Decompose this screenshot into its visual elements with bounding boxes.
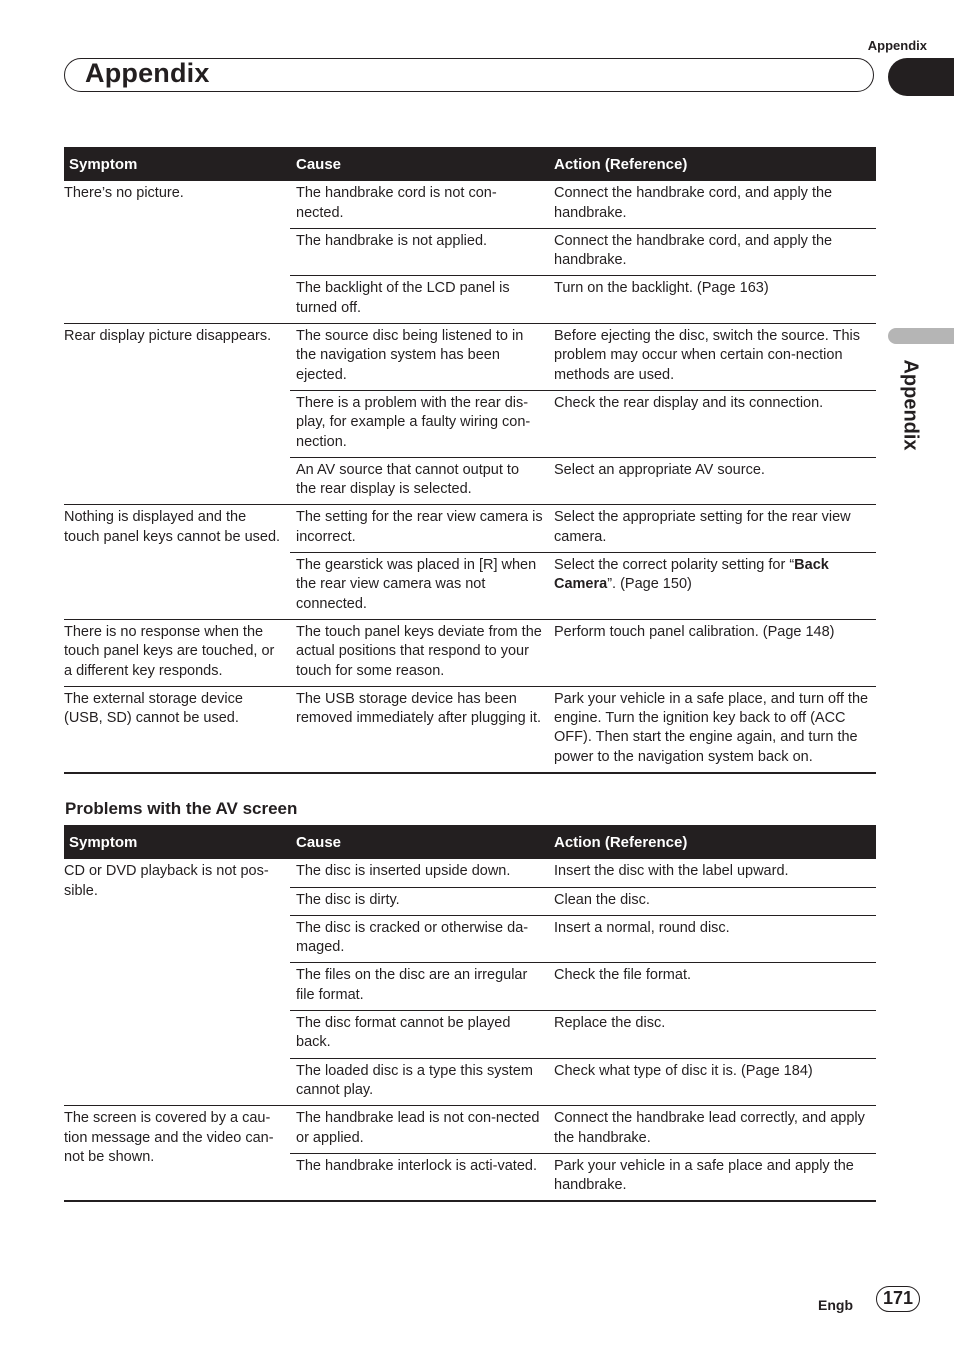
action-cell: Before ejecting the disc, switch the source. This problem may occur when certain con-nection methods are used.	[548, 324, 876, 391]
cause-cell: The disc is dirty.	[290, 887, 548, 915]
cause-cell: The USB storage device has been removed immediately after plugging it.	[290, 686, 548, 773]
column-header-symptom: Symptom	[64, 825, 290, 859]
column-header-action: Action (Reference)	[548, 147, 876, 181]
cause-cell: The gearstick was placed in [R] when the rear view camera was not connected.	[290, 553, 548, 620]
cause-cell: The disc is inserted upside down.	[290, 859, 548, 887]
cause-cell: The touch panel keys deviate from the actual positions that respond to your touch for some reason.	[290, 619, 548, 686]
action-cell: Clean the disc.	[548, 887, 876, 915]
table-row	[64, 859, 876, 887]
av-screen-troubleshooting-table	[64, 825, 876, 1202]
cause-cell: The handbrake lead is not con-nected or applied.	[290, 1106, 548, 1154]
table-row	[64, 324, 876, 391]
column-header-cause: Cause	[290, 147, 548, 181]
page-number: 171	[876, 1286, 920, 1312]
page-title: Appendix	[85, 58, 210, 88]
action-cell: Insert a normal, round disc.	[548, 915, 876, 963]
cause-cell: The backlight of the LCD panel is turned off.	[290, 276, 548, 324]
cause-cell: The loaded disc is a type this system cannot play.	[290, 1058, 548, 1106]
cause-cell: The handbrake is not applied.	[290, 228, 548, 276]
table-row	[64, 619, 876, 686]
table-header-row	[64, 147, 876, 181]
action-text: Select the correct polarity setting for “	[554, 557, 795, 574]
running-head: Appendix	[867, 38, 927, 53]
cause-cell: The disc format cannot be played back.	[290, 1011, 548, 1059]
cause-cell: The setting for the rear view camera is incorrect.	[290, 505, 548, 553]
column-header-cause: Cause	[290, 825, 548, 859]
setting-name: Back Camera	[554, 557, 829, 593]
column-header-action: Action (Reference)	[548, 825, 876, 859]
action-cell: Connect the handbrake lead correctly, and apply the handbrake.	[548, 1106, 876, 1154]
action-cell: Connect the handbrake cord, and apply the handbrake.	[548, 181, 876, 228]
action-cell: Replace the disc.	[548, 1011, 876, 1059]
table-row	[64, 686, 876, 773]
table-row	[64, 1106, 876, 1154]
table-body	[64, 859, 876, 1201]
cause-cell: The handbrake interlock is acti-vated.	[290, 1153, 548, 1201]
table-row	[64, 505, 876, 553]
symptom-cell: The external storage device (USB, SD) cannot be used.	[64, 686, 290, 773]
symptom-cell: CD or DVD playback is not pos-sible.	[64, 859, 290, 1105]
title-tab-marker	[888, 58, 954, 96]
action-cell: Check what type of disc it is. (Page 184)	[548, 1058, 876, 1106]
action-cell: Select the appropriate setting for the rear view camera.	[548, 505, 876, 553]
action-cell	[548, 553, 876, 620]
action-cell: Perform touch panel calibration. (Page 148)	[548, 619, 876, 686]
side-section-label: Appendix	[899, 359, 922, 451]
troubleshooting-table	[64, 147, 876, 774]
table-header-row	[64, 825, 876, 859]
action-cell: Check the rear display and its connection.	[548, 390, 876, 457]
cause-cell: The disc is cracked or otherwise da-maged.	[290, 915, 548, 963]
action-cell: Insert the disc with the label upward.	[548, 859, 876, 887]
table-row	[64, 181, 876, 228]
cause-cell: There is a problem with the rear dis-play, for example a faulty wiring con-nection.	[290, 390, 548, 457]
symptom-cell: Nothing is displayed and the touch panel keys cannot be used.	[64, 505, 290, 619]
title-bar	[64, 58, 874, 92]
action-cell: Connect the handbrake cord, and apply the handbrake.	[548, 228, 876, 276]
action-cell: Check the file format.	[548, 963, 876, 1011]
symptom-cell: There’s no picture.	[64, 181, 290, 323]
cause-cell: An AV source that cannot output to the rear display is selected.	[290, 457, 548, 505]
cause-cell: The files on the disc are an irregular file format.	[290, 963, 548, 1011]
side-tab-marker	[888, 328, 954, 344]
table-body	[64, 181, 876, 773]
section-heading: Problems with the AV screen	[65, 799, 298, 818]
footer-language: Engb	[818, 1297, 853, 1313]
action-cell: Turn on the backlight. (Page 163)	[548, 276, 876, 324]
action-cell: Park your vehicle in a safe place, and turn off the engine. Turn the ignition key back to off (ACC OFF). Then start the engine again, and turn the power to the navigation system back on.	[548, 686, 876, 773]
cause-cell: The source disc being listened to in the navigation system has been ejected.	[290, 324, 548, 391]
column-header-symptom: Symptom	[64, 147, 290, 181]
action-cell: Select an appropriate AV source.	[548, 457, 876, 505]
cause-cell: The handbrake cord is not con-nected.	[290, 181, 548, 228]
symptom-cell: Rear display picture disappears.	[64, 324, 290, 505]
symptom-cell: The screen is covered by a cau-tion message and the video can-not be shown.	[64, 1106, 290, 1202]
symptom-cell: There is no response when the touch panel keys are touched, or a different key responds.	[64, 619, 290, 686]
action-text: ”. (Page 150)	[607, 576, 692, 593]
action-cell: Park your vehicle in a safe place and apply the handbrake.	[548, 1153, 876, 1201]
